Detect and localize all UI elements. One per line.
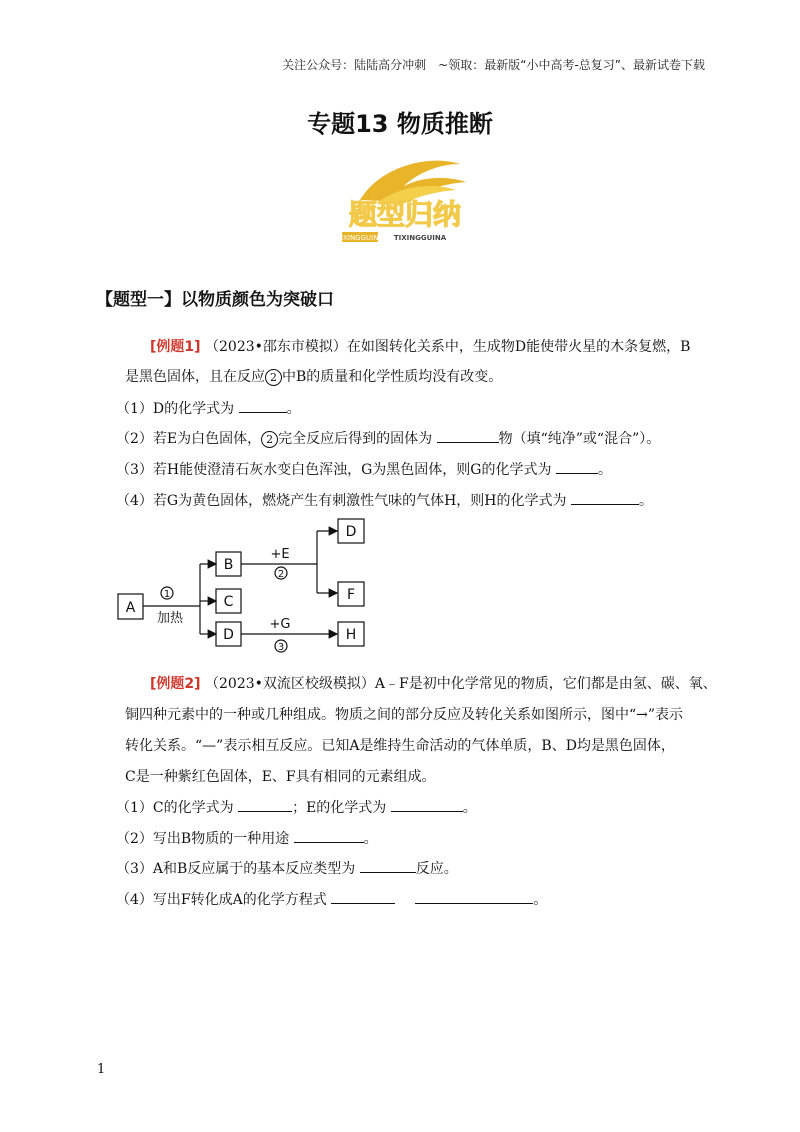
example2-q1: [116, 797, 477, 818]
example1-q2: [116, 428, 660, 449]
label-heat: 加热: [156, 611, 184, 626]
example1-line2: [125, 367, 502, 387]
text-span: 。: [533, 892, 548, 908]
page-number: 1: [97, 1062, 106, 1077]
example2-line2: 铜四种元素中的一种或几种组成。物质之间的部分反应及转化关系如图所示，图中“→”表示: [125, 707, 684, 723]
text-span: （4）若G为黄色固体，燃烧产生有刺激性气味的气体H，则H的化学式为: [116, 493, 571, 509]
label-plus-G: +G: [269, 617, 291, 632]
example2-q2: [116, 828, 378, 849]
page-title: 专题13 物质推断: [307, 110, 493, 138]
label-step-3: 3: [277, 642, 285, 653]
page-header: 关注公众号：陆陆高分冲刺 ~领取：最新版“小中高考-总复习”、最新试卷下载: [282, 58, 705, 72]
example1-source: （2023•邵东市模拟）在如图转化关系中，生成物D能使带火星的木条复燃，B: [205, 339, 691, 355]
section-heading: 【题型一】以物质颜色为突破口: [96, 290, 334, 310]
text-span: 反应。: [415, 861, 458, 877]
answer-blank[interactable]: [239, 398, 287, 413]
answer-blank[interactable]: [331, 889, 395, 904]
example1-q1: [116, 398, 301, 419]
answer-blank[interactable]: [238, 797, 292, 812]
phoenix-logo-icon: [320, 156, 490, 248]
example2-line1: [150, 674, 717, 694]
label-C: C: [223, 594, 234, 610]
example1-tag: [例题1]: [150, 339, 201, 355]
text-span: （3）若H能使澄清石灰水变白色浑浊，G为黑色固体，则G的化学式为: [116, 462, 556, 478]
circled-number: 2: [261, 431, 278, 448]
text-span: （1）C的化学式为: [116, 800, 239, 816]
text-span: 。: [286, 401, 301, 417]
answer-blank[interactable]: [294, 828, 364, 843]
text-span: ；E的化学式为: [292, 800, 391, 816]
text-span: 物（填“纯净”或“混合”）。: [498, 431, 661, 447]
label-B: B: [223, 557, 234, 573]
example2-line4: C是一种紫红色固体，E、F具有相同的元素组成。: [125, 769, 436, 785]
example1-q3: [116, 459, 612, 480]
text-span: 是黑色固体，且在反应: [125, 369, 265, 385]
text-span: （3）A和B反应属于的基本反应类型为: [116, 861, 360, 877]
example2-q3: [116, 858, 458, 879]
logo-sub-prefix: TIXINGGUINA: [336, 234, 384, 242]
answer-blank[interactable]: [360, 858, 416, 873]
label-D-product: D: [345, 524, 357, 540]
label-H: H: [345, 627, 357, 643]
label-F: F: [346, 587, 356, 603]
label-step-2: 2: [277, 569, 285, 580]
text-span: 。: [363, 831, 378, 847]
label-A: A: [125, 600, 136, 616]
example1-q4: [116, 490, 653, 511]
label-D: D: [223, 627, 234, 643]
circled-number: 2: [265, 369, 282, 386]
example2-line3: 转化关系。“—”表示相互反应。已知A是维持生命活动的气体单质，B、D均是黑色固体，: [125, 738, 675, 754]
conversion-diagram: [110, 512, 380, 657]
answer-blank[interactable]: [415, 889, 533, 904]
text-span: 中B的质量和化学性质均没有改变。: [282, 369, 503, 385]
text-span: （2）写出B物质的一种用途: [116, 831, 294, 847]
label-plus-E: +E: [270, 547, 290, 562]
text-span: 。: [462, 800, 477, 816]
answer-blank[interactable]: [571, 490, 639, 505]
section-logo: [320, 156, 490, 248]
label-step-1: 1: [163, 589, 171, 600]
text-span: （2023•双流区校级模拟）A﹣F是初中化学常见的物质，它们都是由氢、碳、氧、: [205, 676, 717, 692]
answer-blank[interactable]: [556, 459, 598, 474]
answer-blank[interactable]: [437, 428, 499, 443]
text-span: 完全反应后得到的固体为: [278, 431, 437, 447]
text-span: （1）D的化学式为: [116, 401, 239, 417]
logo-subtitle: TIXINGGUINA: [393, 234, 447, 242]
text-span: 。: [638, 493, 653, 509]
answer-blank[interactable]: [391, 797, 463, 812]
example2-q4: [116, 889, 547, 910]
logo-text: 题型归纳: [348, 198, 462, 231]
text-span: （2）若E为白色固体，: [116, 431, 262, 447]
text-span: 。: [597, 462, 612, 478]
example1-line1: [150, 337, 690, 357]
text-span: （4）写出F转化成A的化学方程式: [116, 892, 332, 908]
example2-tag: [例题2]: [150, 676, 201, 692]
